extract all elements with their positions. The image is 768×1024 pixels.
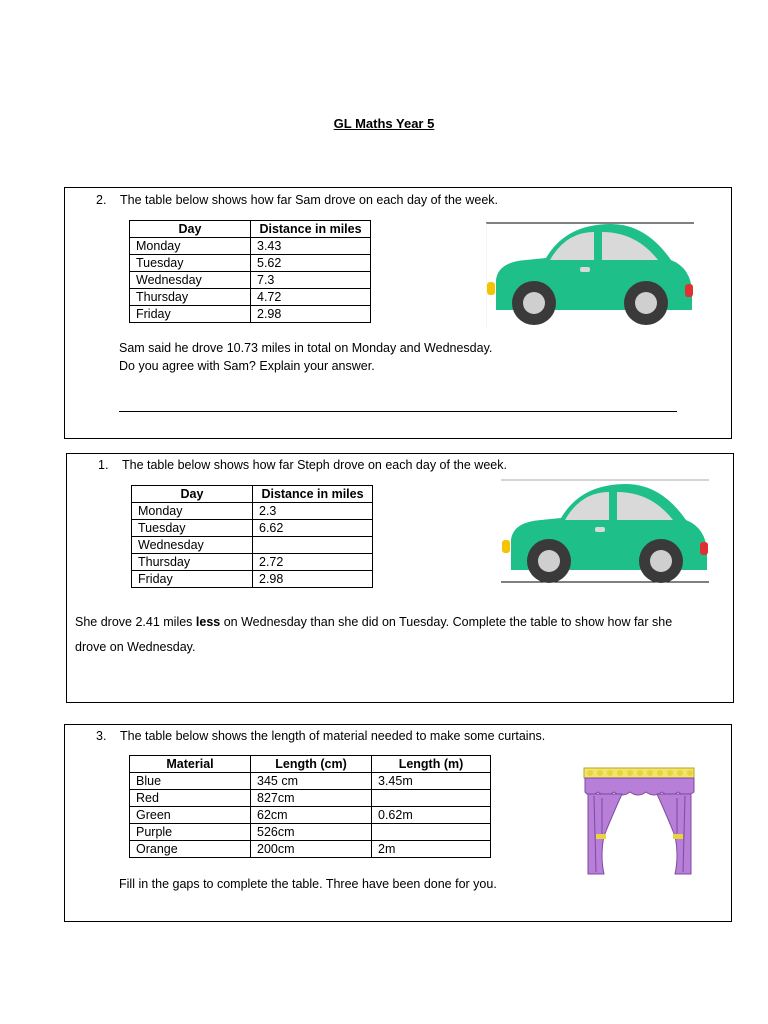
table-row: Orange 200cm 2m — [130, 841, 491, 858]
table-row: Thursday 4.72 — [130, 289, 371, 306]
header-length-cm: Length (cm) — [251, 756, 372, 773]
header-day: Day — [132, 486, 253, 503]
header-length-m: Length (m) — [372, 756, 491, 773]
table-row: Wednesday 7.3 — [130, 272, 371, 289]
table-row: Tuesday 6.62 — [132, 520, 373, 537]
table-row: Red 827cm — [130, 790, 491, 807]
table-row: Tuesday 5.62 — [130, 255, 371, 272]
table-row: Friday 2.98 — [132, 571, 373, 588]
purple-answer-cell[interactable] — [372, 824, 491, 841]
car-illustration — [501, 478, 711, 586]
question-3-prompt: 3. The table below shows the length of material needed to make some curtains. — [96, 729, 546, 743]
sam-question: Do you agree with Sam? Explain your answer. — [119, 359, 375, 373]
table-row: Friday 2.98 — [130, 306, 371, 323]
header-distance: Distance in miles — [253, 486, 373, 503]
table-row: Monday 3.43 — [130, 238, 371, 255]
header-day: Day — [130, 221, 251, 238]
table-row: Blue 345 cm 3.45m — [130, 773, 491, 790]
page-title: GL Maths Year 5 — [333, 116, 435, 131]
table-row: Monday 2.3 — [132, 503, 373, 520]
car-illustration — [486, 220, 696, 330]
sam-distance-table — [129, 220, 371, 323]
curtain-material-table — [129, 755, 491, 858]
question-1-prompt: 1. The table below shows how far Steph drove on each day of the week. — [98, 458, 507, 472]
curtain-instruction: Fill in the gaps to complete the table. Three have been done for you. — [119, 877, 497, 891]
steph-instruction: drove on Wednesday. — [75, 640, 196, 654]
answer-line[interactable] — [119, 411, 677, 412]
table-row: Green 62cm 0.62m — [130, 807, 491, 824]
header-material: Material — [130, 756, 251, 773]
header-distance: Distance in miles — [251, 221, 371, 238]
sam-statement: Sam said he drove 10.73 miles in total on Monday and Wednesday. — [119, 341, 493, 355]
steph-statement: She drove 2.41 miles less on Wednesday than she did on Tuesday. Complete the table to show how far she — [75, 615, 673, 629]
table-row: Wednesday — [132, 537, 373, 554]
red-answer-cell[interactable] — [372, 790, 491, 807]
question-2-prompt: 2. The table below shows how far Sam drove on each day of the week. — [96, 193, 498, 207]
table-row: Purple 526cm — [130, 824, 491, 841]
curtain-illustration — [582, 766, 697, 878]
steph-distance-table — [131, 485, 373, 588]
table-row: Thursday 2.72 — [132, 554, 373, 571]
wednesday-answer-cell[interactable] — [253, 537, 373, 554]
